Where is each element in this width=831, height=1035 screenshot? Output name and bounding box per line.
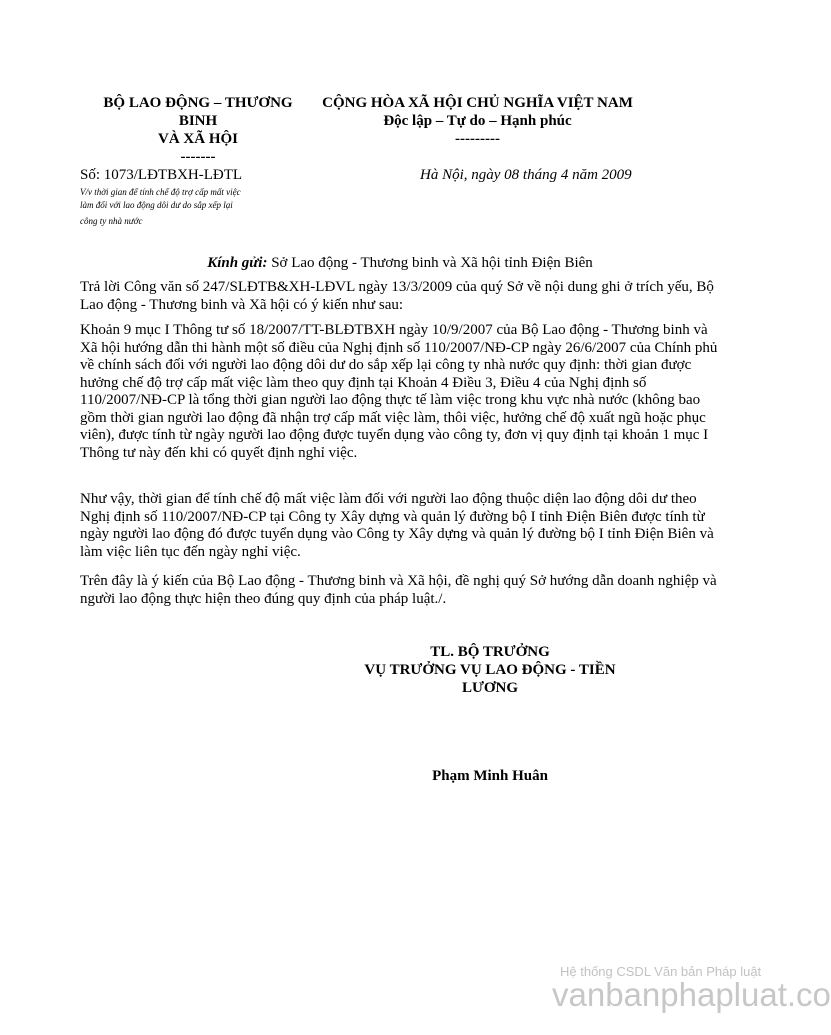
watermark-caption: Hệ thống CSDL Văn bản Pháp luật xyxy=(560,964,762,979)
signer-title-block xyxy=(340,643,640,697)
national-header xyxy=(305,94,650,148)
recipient-name: Sở Lao động - Thương binh và Xã hội tỉnh Điện Biên xyxy=(267,255,593,271)
summary-line-3: công ty nhà nước xyxy=(80,216,143,226)
body-paragraph-1: Trả lời Công văn số 247/SLĐTB&XH-LĐVL ngày 13/3/2009 của quý Sở về nội dung ghi ở trích yếu, Bộ Lao động - Thương binh và Xã hội có ý kiến như sau: xyxy=(80,279,714,313)
watermark-site: vanbanphapluat.co xyxy=(552,976,831,1013)
document-number: Số: 1073/LĐTBXH-LĐTL xyxy=(80,167,243,183)
signer-name: Phạm Minh Huân xyxy=(432,768,548,784)
body-paragraph-2: Khoản 9 mục I Thông tư số 18/2007/TT-BLĐTBXH ngày 10/9/2007 của Bộ Lao động - Thương binh và Xã hội hướng dẫn thi hành một số điều của Nghị định số 110/2007/NĐ-CP ngày 26/6/2007 của Chính phủ về chính sách đối với người lao động dôi dư do sắp xếp lại công ty nhà nước quy định: thời gian được hưởng chế độ trợ cấp mất việc làm theo quy định tại Khoản 4 Điều 3, Điều 4 của Nghị định số 110/2007/NĐ-CP là tổng thời gian người lao động thực tế làm việc trong khu vực nhà nước (không bao gồm thời gian người lao động đã nhận trợ cấp mất việc làm, thôi việc, hưởng chế độ xuất ngũ hoặc phục viên), được tính từ ngày người lao động được tuyển dụng vào công ty, đơn vị quy định tại khoản 1 mục I Thông tư này đến khi có quyết định nghỉ việc. xyxy=(80,322,718,461)
agency-name-line-2: BINH xyxy=(178,113,218,129)
document-summary xyxy=(80,186,290,228)
body-paragraph-3: Như vậy, thời gian để tính chế độ mất việc làm đối với người lao động thuộc diện lao động dôi dư theo Nghị định số 110/2007/NĐ-CP tại Công ty Xây dựng và quản lý đường bộ I tỉnh Điện Biên được tính từ ngày người lao động đó được tuyển dụng vào Công ty Xây dựng và quản lý đường bộ I tỉnh Điện Biên và làm việc liên tục đến ngày nghỉ việc. xyxy=(80,491,714,560)
signer-title-line-2: VỤ TRƯỞNG VỤ LAO ĐỘNG - TIỀN xyxy=(364,662,616,678)
recipient-label: Kính gửi: xyxy=(207,255,268,271)
summary-line-1: V/v thời gian để tính chế độ trợ cấp mất việc xyxy=(80,187,241,197)
national-motto: Độc lập – Tự do – Hạnh phúc xyxy=(383,113,572,129)
agency-rule: ------- xyxy=(180,149,216,165)
body-paragraph-4: Trên đây là ý kiến của Bộ Lao động - Thương binh và Xã hội, đề nghị quý Sở hướng dẫn doanh nghiệp và người lao động thực hiện theo đúng quy định của pháp luật./. xyxy=(80,573,717,607)
summary-line-2: làm đối với lao động dôi dư do sắp xếp lại xyxy=(80,200,233,210)
republic-title: CỘNG HÒA XÃ HỘI CHỦ NGHĨA VIỆT NAM xyxy=(322,95,633,111)
signer-title-line-3: LƯƠNG xyxy=(461,680,519,696)
recipient-line xyxy=(0,255,800,272)
motto-rule: --------- xyxy=(455,131,500,147)
agency-name-line-1: BỘ LAO ĐỘNG – THƯƠNG xyxy=(103,95,293,111)
agency-name-line-3: VÀ XÃ HỘI xyxy=(157,131,238,147)
document-date: Hà Nội, ngày 08 tháng 4 năm 2009 xyxy=(420,167,632,183)
issuing-agency-header xyxy=(88,94,308,166)
signer-title-line-1: TL. BỘ TRƯỞNG xyxy=(430,644,550,660)
